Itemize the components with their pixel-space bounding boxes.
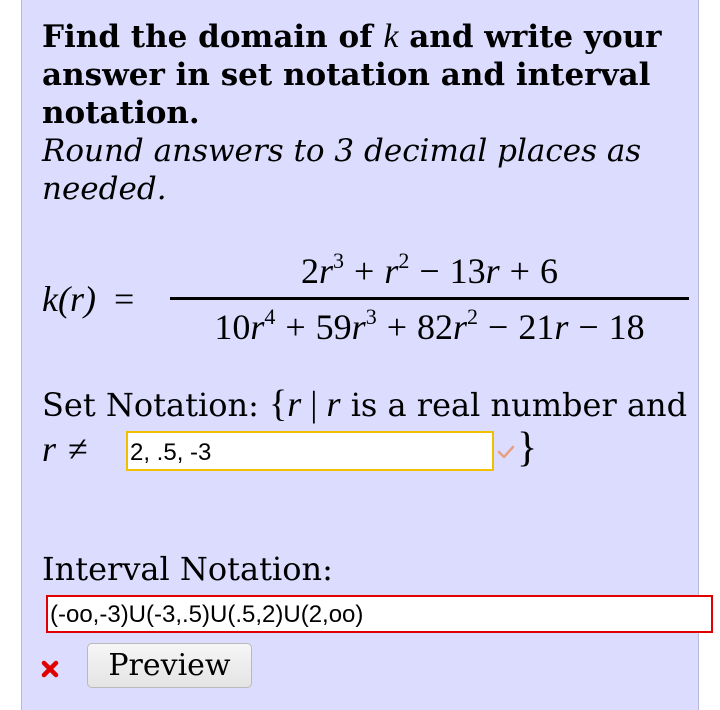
num-term4: 6 [539,251,558,291]
den-op4: − [578,307,599,347]
den-op1: + [285,307,306,347]
open-brace: { [269,383,288,425]
equals-sign: = [113,279,135,319]
num-op3: + [509,251,530,291]
den-term4-var: r [554,307,569,347]
check-icon [497,443,515,461]
den-term4-coef: 21 [518,307,555,347]
den-term2-var: r [351,307,366,347]
num-op1: + [354,251,375,291]
not-equal-sign: ≠ [68,429,88,469]
ne-var: r [42,429,57,469]
preview-button[interactable]: Preview [87,643,252,688]
set-condition-text: is a real number and [340,386,688,424]
set-notation-input[interactable]: 2, .5, -3 [126,431,494,471]
num-term1-exp: 3 [333,248,345,273]
den-term3-exp: 2 [467,304,479,329]
x-icon [40,659,60,679]
set-var: r [287,384,302,424]
num-term1-coef: 2 [301,251,319,291]
set-notation-line [42,382,687,426]
den-term3-var: r [453,307,468,347]
interval-notation-label: Interval Notation: [42,550,333,588]
num-term3-coef: 13 [449,251,486,291]
prompt-text-2: and write your answer in set notation and interval notation. [42,19,662,131]
num-op2: − [419,251,440,291]
den-term1-coef: 10 [214,307,251,347]
fraction-bar [170,297,689,300]
num-term3-var: r [485,251,500,291]
function-lhs [42,278,134,320]
num-term2-exp: 2 [398,248,410,273]
num-term2-var: r [384,251,399,291]
rounding-note: Round answers to 3 decimal places as needed. [42,133,642,207]
function-name: k(r) [42,279,96,319]
den-term5: 18 [608,307,645,347]
den-op3: − [488,307,509,347]
den-term1-var: r [250,307,265,347]
close-brace: } [517,425,538,471]
prompt-variable: k [383,18,399,55]
interval-notation-input[interactable]: (-oo,-3)U(-3,.5)U(.5,2)U(2,oo) [46,595,713,633]
num-term1-var: r [319,251,334,291]
den-term2-coef: 59 [315,307,352,347]
set-var2: r [326,384,341,424]
den-term1-exp: 4 [264,304,276,329]
set-notation-label: Set Notation: [42,386,270,424]
den-term2-exp: 3 [365,304,377,329]
prompt-text-1: Find the domain of [42,19,384,55]
denominator [170,306,689,348]
den-op2: + [386,307,407,347]
not-equal-clause [42,428,88,470]
question-prompt [42,18,662,132]
set-bar: | [301,384,327,424]
numerator [170,250,689,292]
question-text [42,18,662,208]
den-term3-coef: 82 [417,307,453,347]
